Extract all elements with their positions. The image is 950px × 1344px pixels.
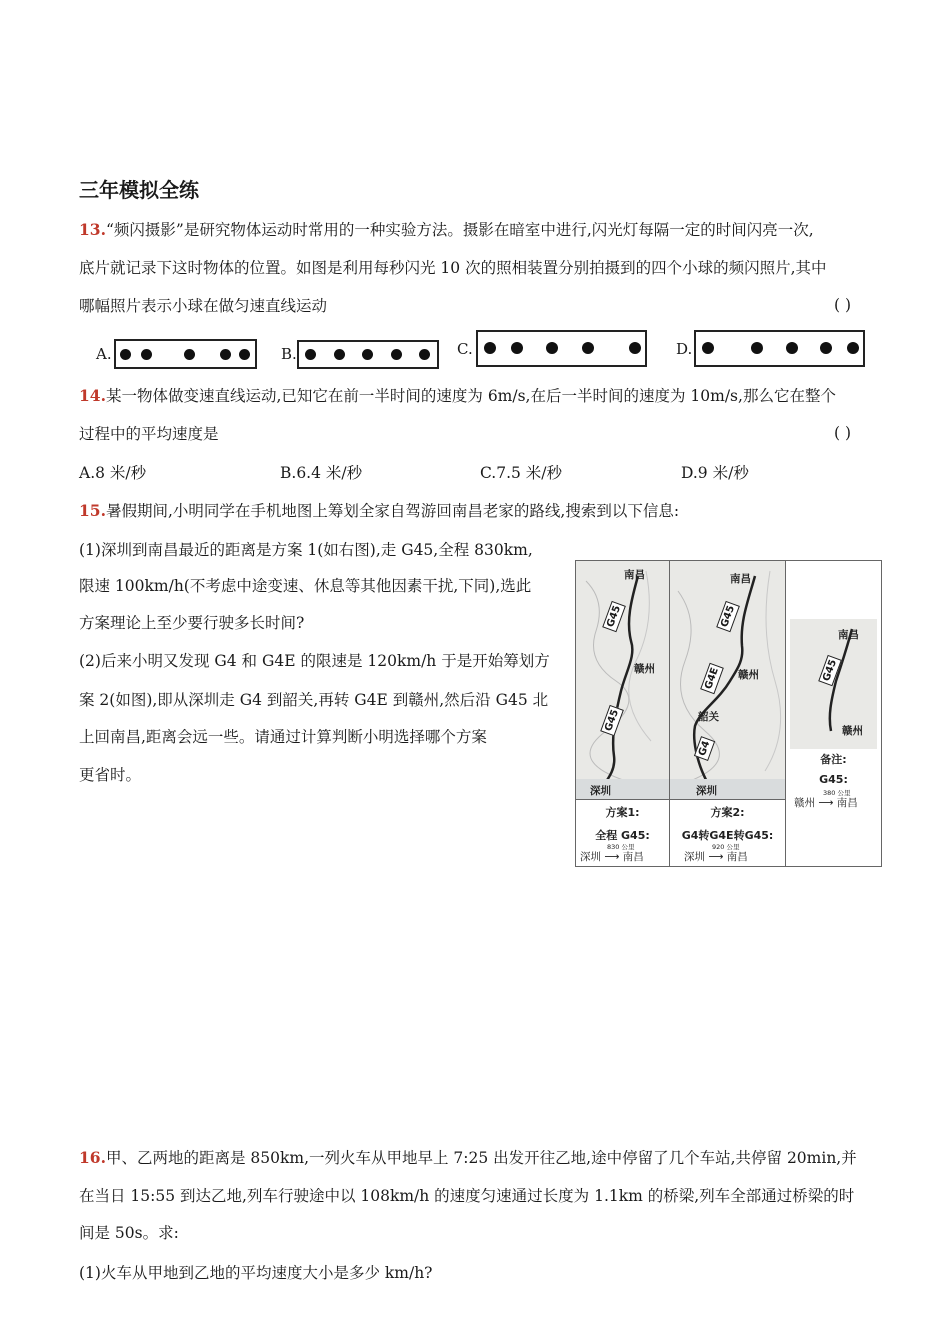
q15-line: (1)深圳到南昌最近的距离是方案 1(如右图),走 G45,全程 830km,: [79, 541, 533, 559]
dot: [220, 349, 231, 360]
route-map-plan2: [669, 560, 786, 867]
q14-choice-c: C.7.5 米/秒: [480, 464, 563, 482]
dot: [820, 342, 832, 354]
route-map-note: [785, 560, 882, 867]
note-distance: 380 公里: [823, 789, 851, 797]
highway-shield: G45: [602, 601, 626, 633]
strip-b-label: B.: [281, 345, 297, 363]
route-map-plan1: [575, 560, 670, 867]
dot: [362, 349, 373, 360]
dot: [847, 342, 859, 354]
q16-sub1: (1)火车从甲地到乙地的平均速度大小是多少 km/h?: [79, 1264, 433, 1282]
strip-d-label: D.: [676, 340, 693, 358]
q16-line2: 在当日 15:55 到达乙地,列车行驶途中以 108km/h 的速度匀速通过长度为 1.1km 的桥梁,列车全部通过桥梁的时: [79, 1187, 855, 1205]
map-plan2-route: [670, 561, 786, 801]
city-label: 南昌: [730, 573, 751, 585]
city-label: 赣州: [842, 725, 863, 737]
q14-line1-text: 某一物体做变速直线运动,已知它在前一半时间的速度为 6m/s,在后一半时间的速度为 10m/s,那么它在整个: [105, 387, 836, 405]
note-caption: 备注:: [820, 753, 847, 766]
route-from: 深圳: [580, 851, 601, 863]
city-label: 南昌: [624, 569, 645, 581]
city-label: 韶关: [698, 711, 719, 723]
q14-line1: [79, 386, 836, 406]
q13-line3: 哪幅照片表示小球在做匀速直线运动: [79, 297, 328, 315]
strip-d: [694, 330, 865, 367]
section-title: 三年模拟全练: [79, 178, 199, 202]
q16-line1-text: 甲、乙两地的距离是 850km,一列火车从甲地早上 7:25 出发开往乙地,途中停留了几个车站,共停留 20min,并: [105, 1149, 857, 1167]
highway-shield: G45: [600, 705, 624, 737]
q16-line3: 间是 50s。求:: [79, 1224, 179, 1242]
dot: [629, 342, 641, 354]
q15-line: 限速 100km/h(不考虑中途变速、休息等其他因素干扰,下同),选此: [79, 577, 532, 595]
dot: [391, 349, 402, 360]
q15-line: (2)后来小明又发现 G4 和 G4E 的限速是 120km/h 于是开始筹划方: [79, 652, 550, 670]
map-plan1-route: [576, 561, 670, 801]
strip-b: [297, 340, 439, 369]
q14-line2: 过程中的平均速度是: [79, 425, 219, 443]
q16-number: 16.: [79, 1148, 106, 1167]
city-label: 南昌: [838, 629, 859, 641]
q15-line: 方案理论上至少要行驶多长时间?: [79, 614, 305, 632]
highway-shield: G45: [716, 601, 740, 633]
dot: [484, 342, 496, 354]
note-route-row: 赣州 ⟶ 南昌: [794, 797, 858, 809]
plan2-distance: 920 公里: [712, 843, 740, 851]
q13-line1-text: “频闪摄影”是研究物体运动时常用的一种实验方法。摄影在暗室中进行,闪光灯每隔一定的时间闪亮一次,: [105, 221, 814, 239]
dot: [334, 349, 345, 360]
strip-a: [114, 339, 257, 369]
dot: [582, 342, 594, 354]
plan2-route-row: 深圳 ⟶ 南昌: [684, 851, 748, 863]
strip-a-label: A.: [96, 345, 112, 363]
strip-c: [476, 330, 647, 367]
dot: [546, 342, 558, 354]
q16-line1: [79, 1148, 857, 1168]
q13-number: 13.: [79, 220, 106, 239]
q13-answer-paren: ( ): [834, 296, 852, 314]
dot: [141, 349, 152, 360]
q14-choice-a: A.8 米/秒: [79, 464, 147, 482]
q15-intro: [79, 501, 679, 521]
q14-number: 14.: [79, 386, 106, 405]
plan1-route: 全程 G45:: [595, 829, 650, 842]
route-to: 南昌: [836, 797, 858, 809]
route-to: 南昌: [622, 851, 644, 863]
route-from: 赣州: [794, 797, 815, 809]
plan2-route: G4转G4E转G45:: [681, 829, 774, 842]
q14-answer-paren: ( ): [834, 424, 852, 442]
plan1-route-row: 深圳 ⟶ 南昌: [580, 851, 644, 863]
plan1-caption: 方案1:: [605, 806, 640, 819]
q13-line2: 底片就记录下这时物体的位置。如图是利用每秒闪光 10 次的照相装置分别拍摄到的四个小球的频闪照片,其中: [79, 259, 827, 277]
plan1-distance: 830 公里: [607, 843, 635, 851]
highway-shield: G4E: [700, 663, 724, 694]
dot: [786, 342, 798, 354]
plan2-caption: 方案2:: [710, 806, 745, 819]
dot: [184, 349, 195, 360]
strip-c-label: C.: [457, 340, 473, 358]
q15-line: 更省时。: [79, 766, 142, 784]
city-label: 深圳: [590, 785, 611, 797]
q14-choice-b: B.6.4 米/秒: [280, 464, 363, 482]
route-to: 南昌: [726, 851, 748, 863]
q15-number: 15.: [79, 501, 106, 520]
dot: [305, 349, 316, 360]
q15-line: 上回南昌,距离会远一些。请通过计算判断小明选择哪个方案: [79, 728, 487, 746]
city-label: 赣州: [738, 669, 759, 681]
highway-shield: G4: [694, 736, 715, 761]
city-label: 深圳: [696, 785, 717, 797]
dot: [419, 349, 430, 360]
city-label: 赣州: [634, 663, 655, 675]
dot: [120, 349, 131, 360]
dot: [702, 342, 714, 354]
q14-choice-d: D.9 米/秒: [681, 464, 749, 482]
q15-line: 案 2(如图),即从深圳走 G4 到韶关,再转 G4E 到赣州,然后沿 G45 北: [79, 691, 549, 709]
dot: [751, 342, 763, 354]
highway-shield: G45: [818, 655, 842, 687]
q13-line1: [79, 220, 814, 240]
dot: [511, 342, 523, 354]
route-from: 深圳: [684, 851, 705, 863]
q15-intro-text: 暑假期间,小明同学在手机地图上筹划全家自驾游回南昌老家的路线,搜索到以下信息:: [105, 502, 680, 520]
note-route: G45:: [819, 773, 848, 786]
dot: [239, 349, 250, 360]
